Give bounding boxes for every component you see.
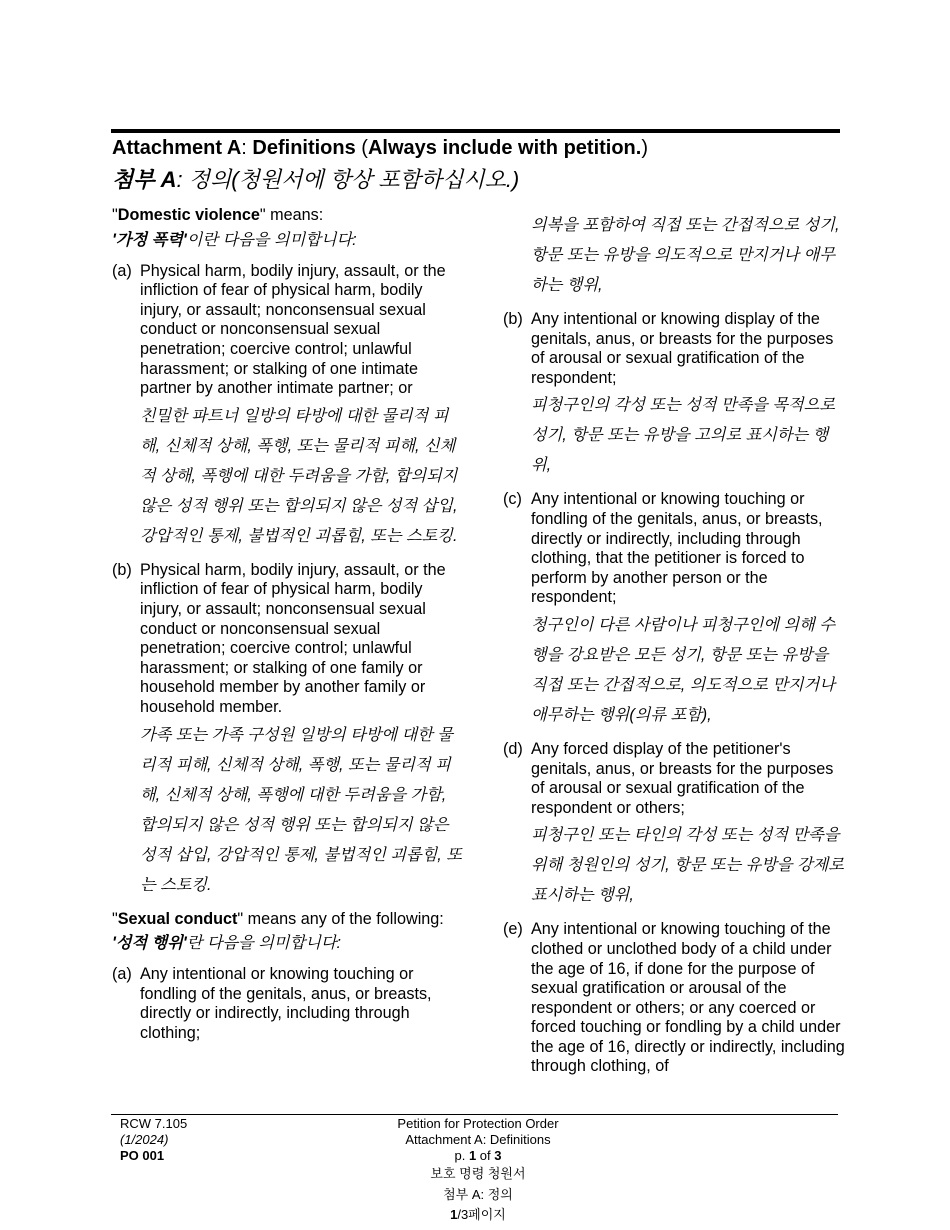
domestic-violence-heading: "Domestic violence" means: [112, 206, 324, 224]
page-title-korean: 첨부 A: 정의(청원서에 항상 포함하십시오.) [112, 167, 520, 192]
footer-page-number-korean: 1/3페이지 [450, 1207, 506, 1222]
sexual-conduct-item-a-korean: 의복을 포함하여 직접 또는 간접적으로 성기, 항문 또는 유방을 의도적으로 만지거나 애무하는 행위, [531, 216, 840, 294]
item-text-korean: 피청구인의 각성 또는 성적 만족을 목적으로 성기, 항문 또는 유방을 고의로 표시하는 행위, [531, 396, 835, 475]
domestic-violence-heading-korean: '가정 폭력'이란 다음을 의미합니다: [112, 230, 357, 249]
footer-attachment-korean: 첨부 A: 정의 [443, 1186, 513, 1202]
domestic-violence-item-a [112, 262, 462, 551]
item-text: Any intentional or knowing touching or fondling of the genitals, anus, or breasts, directly or indirectly, including through clothing, that the petitioner is forced to perform by another person or the respondent; [531, 490, 823, 607]
footer-document-info [378, 1116, 578, 1226]
item-label: (a) [112, 965, 132, 984]
left-column [112, 206, 462, 1043]
item-label: (a) [112, 261, 132, 280]
footer-attachment: Attachment A: Definitions [405, 1132, 551, 1147]
footer-page-number: p. 1 of 3 [454, 1148, 502, 1163]
footer-doc-title: Petition for Protection Order [397, 1116, 559, 1131]
sexual-conduct-item-b [503, 310, 848, 480]
item-label: (c) [503, 490, 522, 509]
item-text: Any intentional or knowing touching or fondling of the genitals, anus, or breasts, directly or indirectly, including through clothing; [140, 965, 432, 1042]
footer-form-number: PO 001 [120, 1148, 165, 1163]
sexual-conduct-item-a [112, 965, 462, 1043]
header-rule [111, 129, 840, 133]
item-text-korean: 청구인이 다른 사람이나 피청구인에 의해 수행을 강요받은 모든 성기, 항문 또는 유방을 직접 또는 간접적으로, 의도적으로 만지거나 애무하는 행위(의류 포함), [531, 615, 835, 724]
item-text-korean: 피청구인 또는 타인의 각성 또는 성적 만족을 위해 청원인의 성기, 항문 또는 유방을 강제로 표시하는 행위, [531, 826, 844, 905]
sexual-conduct-item-c [503, 490, 848, 730]
footer-form-info [120, 1116, 187, 1164]
item-text-korean: 친밀한 파트너 일방의 타방에 대한 물리적 피해, 신체적 상해, 폭행, 또는 물리적 피해, 신체적 상해, 폭행에 대한 두려움을 가함, 합의되지 않은 성적 행위 또는 합의되지 않은 성적 삽입, 강압적인 통제, 불법적인 괴롭힘, 또는 스토킹. [140, 406, 458, 545]
domestic-violence-item-b [112, 561, 462, 900]
footer-rule [111, 1114, 838, 1115]
sexual-conduct-heading: "Sexual conduct" means any of the following: [112, 909, 444, 928]
item-text: Physical harm, bodily injury, assault, or the infliction of fear of physical harm, bodily injury, or assault; nonconsensual sexual conduct or nonconsensual sexual penetration; coercive control; unlawful harassment; or stalking of one family or household member by another family or household member. [140, 560, 446, 716]
item-text-korean: 가족 또는 가족 구성원 일방의 타방에 대한 물리적 피해, 신체적 상해, 폭행, 또는 물리적 피해, 신체적 상해, 폭행에 대한 두려움을 가함, 합의되지 않은 성적 행위 또는 합의되지 않은 성적 삽입, 강압적인 통제, 불법적인 괴롭힘, 또는 스토킹. [140, 725, 462, 894]
footer-date: (1/2024) [120, 1132, 169, 1147]
sexual-conduct-item-d [503, 740, 848, 910]
page-title: Attachment A: Definitions (Always include with petition.) [112, 137, 648, 159]
item-label: (b) [112, 560, 132, 579]
item-text: Physical harm, bodily injury, assault, or the infliction of fear of physical harm, bodily injury, or assault; nonconsensual sexual conduct or nonconsensual sexual penetration; coercive control; unlawful harassment; or stalking of one intimate partner by another intimate partner; or [140, 261, 446, 398]
sexual-conduct-heading-korean: '성적 행위'란 다음을 의미합니다: [112, 934, 341, 953]
item-text: Any intentional or knowing display of the genitals, anus, or breasts for the purposes of arousal or sexual gratification of the respondent; [531, 310, 834, 387]
item-text: Any forced display of the petitioner's genitals, anus, or breasts for the purposes of arousal or sexual gratification of the respondent or others; [531, 739, 834, 817]
footer-doc-title-korean: 보호 명령 청원서 [430, 1166, 526, 1181]
footer-rcw: RCW 7.105 [120, 1116, 188, 1131]
item-label: (e) [503, 920, 523, 939]
item-text: Any intentional or knowing touching of the clothed or unclothed body of a child under the age of 16, if done for the purpose of sexual gratification or arousal of the respondent or others; or any coerced or forced touching or fondling by a child under the age of 16, directly or indirectly, including through clothing, of [531, 920, 845, 1076]
item-label: (d) [503, 739, 523, 758]
sexual-conduct-item-e [503, 920, 848, 1077]
item-label: (b) [503, 310, 523, 328]
right-column [503, 210, 848, 1077]
